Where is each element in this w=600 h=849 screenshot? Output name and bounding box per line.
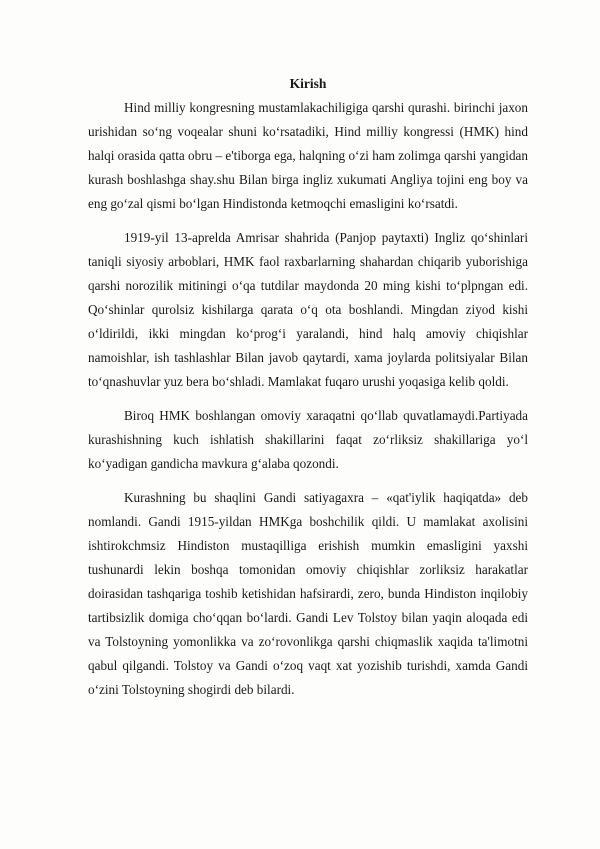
paragraph-3: Biroq HMK boshlangan omoviy xaraqatni qo‘llab quvatlamaydi.Partiyada kurashishning kuch ishlatish shakillarini faqat zo‘rliksiz shakillariga yo‘l ko‘yadigan gandicha mavkura g‘alaba qozondi. (88, 408, 528, 471)
document-body (88, 72, 528, 712)
paragraph-2: 1919-yil 13-aprelda Amrisar shahrida (Panjop paytaxti) Ingliz qo‘shinlari taniqli siyosiy arboblari, HMK faol raxbarlarning shahardan chiqarib yuborishiga qarshi norozilik mitiningi o‘qa tutdilar maydonda 20 ming kishi to‘plpngan edi. Qo‘shinlar qurolsiz kishilarga qarata o‘q ota boshlandi. Mingdan ziyod kishi o‘ldirildi, ikki mingdan ko‘prog‘i yaralandi, hind halq amoviy chiqishlar namoishlar, ish tashlashlar Bilan javob qaytardi, xama joylarda politsiyalar Bilan to‘qnashuvlar yuz bera bo‘shladi. Mamlakat fuqaro urushi yoqasiga kelib qoldi. (88, 230, 528, 389)
paragraph-4: Kurashning bu shaqlini Gandi satiyagaxra – «qat'iylik haqiqatda» deb nomlandi. Gandi 1915-yildan HMKga boshchilik qildi. U mamlakat axolisini ishtirokchmsiz Hindiston mustaqilliga erishish mumkin emasligini yaxshi tushunardi lekin boshqa tomonidan omoviy chiqishlar zorliksiz harakatlar doirasidan tashqariga toshib ketishidan hafsirardi, zero, bunda Hindiston inqilobiy tartibsizlik domiga cho‘qqan bo‘lardi. Gandi Lev Tolstoy bilan yaqin aloqada edi va Tolstoyning yomonlikka va zo‘rovonlikga qarshi chiqmaslik xaqida ta'limotni qabul qilgandi. Tolstoy va Gandi o‘zoq vaqt xat yozishib turishdi, xamda Gandi o‘zini Tolstoyning shogirdi deb bilardi. (88, 490, 528, 697)
paragraph-1: Hind milliy kongresning mustamlakachiligiga qarshi qurashi. birinchi jaxon urishidan so‘ng voqealar shuni ko‘rsatadiki, Hind milliy kongressi (HMK) hind halqi orasida qatta obru – e'tiborga ega, halqning o‘zi ham zolimga qarshi yangidan kurash boshlashga shay.shu Bilan birga ingliz xukumati Angliya tojini eng boy va eng go‘zal qismi bo‘lgan Hindistonda ketmoqchi emasligini ko‘rsatdi. (88, 100, 528, 211)
page-title: Kirish (289, 76, 327, 91)
